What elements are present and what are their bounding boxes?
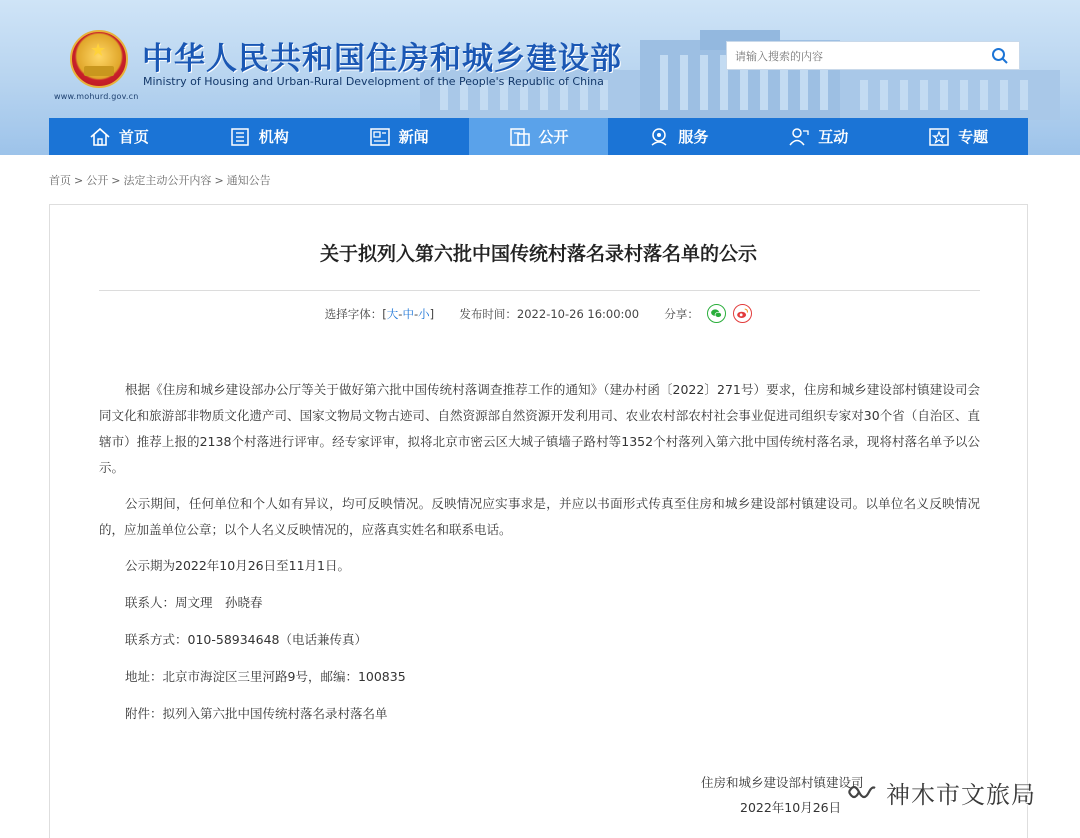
- star-icon: [928, 127, 950, 147]
- nav-item-news[interactable]: [329, 118, 469, 155]
- article-meta: [50, 305, 1027, 324]
- contact-address: 地址：北京市海淀区三里河路9号，邮编：100835: [125, 669, 406, 684]
- home-icon: [89, 127, 111, 147]
- nav-item-topics[interactable]: [888, 118, 1028, 155]
- watermark-text: 神木市文旅局: [886, 780, 1036, 809]
- font-size-bracket-end: ]: [429, 307, 435, 321]
- search-input[interactable]: [735, 47, 975, 65]
- signature-date: 2022年10月26日: [740, 800, 842, 815]
- nav-label: 专题: [958, 128, 989, 146]
- nav-label: 服务: [678, 128, 709, 146]
- nav-item-public[interactable]: [469, 118, 609, 155]
- breadcrumb-link-statutory[interactable]: 法定主动公开内容: [123, 174, 212, 187]
- search-box: [726, 41, 1020, 70]
- nav-item-interaction[interactable]: [748, 118, 888, 155]
- article-body: [99, 377, 980, 738]
- nav-label: 公开: [538, 128, 569, 146]
- national-emblem-icon: ★: [70, 30, 128, 88]
- breadcrumb-separator: >: [111, 174, 121, 187]
- newspaper-icon: [369, 127, 391, 147]
- breadcrumb-separator: >: [214, 174, 224, 187]
- wechat-channel-icon: [846, 779, 878, 805]
- nav-label: 首页: [118, 128, 149, 146]
- font-size-medium-link[interactable]: 中: [402, 307, 414, 321]
- nav-item-home[interactable]: [49, 118, 189, 155]
- article-paragraph: 公示期间，任何单位和个人如有异议，均可反映情况。反映情况应实事求是，并应以书面形式传真至住房和城乡建设部村镇建设司。以单位名义反映情况的，应加盖单位公章；以个人名义反映情况的，应落真实姓名和联系电话。: [99, 496, 980, 537]
- article-title: 关于拟列入第六批中国传统村落名录村落名单的公示: [319, 243, 757, 265]
- font-size-small-link[interactable]: 小: [418, 307, 430, 321]
- breadcrumb-link-notices[interactable]: 通知公告: [226, 174, 271, 187]
- document-icon: [509, 127, 531, 147]
- signature-organization: 住房和城乡建设部村镇建设司: [701, 775, 864, 790]
- site-subtitle-english: Ministry of Housing and Urban-Rural Development of the People's Republic of China: [143, 75, 604, 88]
- nav-label: 机构: [258, 128, 289, 146]
- wechat-share-icon[interactable]: [707, 304, 726, 323]
- font-size-selector: [325, 307, 438, 321]
- breadcrumb-link-home[interactable]: 首页: [49, 174, 71, 187]
- search-icon[interactable]: [991, 47, 1009, 65]
- font-size-label: 选择字体：[: [324, 307, 387, 321]
- nav-label: 新闻: [398, 128, 429, 146]
- service-icon: [648, 127, 670, 147]
- nav-item-service[interactable]: [608, 118, 748, 155]
- article-card: [49, 204, 1028, 838]
- publicity-period: 公示期为2022年10月26日至11月1日。: [125, 558, 350, 573]
- font-size-large-link[interactable]: 大: [386, 307, 399, 321]
- breadcrumb: [49, 172, 271, 188]
- breadcrumb-separator: >: [74, 174, 84, 187]
- publish-time-label: 发布时间：: [459, 307, 517, 321]
- breadcrumb-link-public[interactable]: 公开: [86, 174, 109, 187]
- site-title: 中华人民共和国住房和城乡建设部: [142, 41, 622, 77]
- watermark: [846, 772, 1036, 812]
- title-divider: [99, 290, 980, 291]
- share-label: 分享：: [664, 307, 699, 321]
- site-url: www.mohurd.gov.cn: [54, 92, 139, 101]
- building-icon: [229, 127, 251, 147]
- nav-item-org[interactable]: [189, 118, 329, 155]
- attachment-link[interactable]: 附件：拟列入第六批中国传统村落名录村落名单: [125, 706, 388, 721]
- weibo-share-icon[interactable]: [733, 304, 752, 323]
- font-size-separator: -: [413, 307, 419, 321]
- main-nav: [49, 118, 1028, 155]
- article-paragraph: 根据《住房和城乡建设部办公厅等关于做好第六批中国传统村落调查推荐工作的通知》（建办村函〔2022〕271号）要求，住房和城乡建设部村镇建设司会同文化和旅游部非物质文化遗产司、国家文物局文物古迹司、自然资源部自然资源开发利用司、农业农村部农村社会事业促进司组织专家对30个省（自治区、直辖市）推荐上报的2138个村落进行评审。经专家评审，拟将北京市密云区大城子镇墙子路村等1352个村落列入第六批中国传统村落名录，现将村落名单予以公示。: [99, 382, 980, 475]
- publish-time: 2022-10-26 16:00:00: [516, 307, 640, 321]
- contact-person: 联系人：周文理 孙晓春: [125, 595, 263, 610]
- user-interaction-icon: [788, 127, 810, 147]
- nav-label: 互动: [818, 128, 849, 146]
- contact-phone: 联系方式：010-58934648（电话兼传真）: [125, 632, 367, 647]
- font-size-separator: -: [398, 307, 403, 321]
